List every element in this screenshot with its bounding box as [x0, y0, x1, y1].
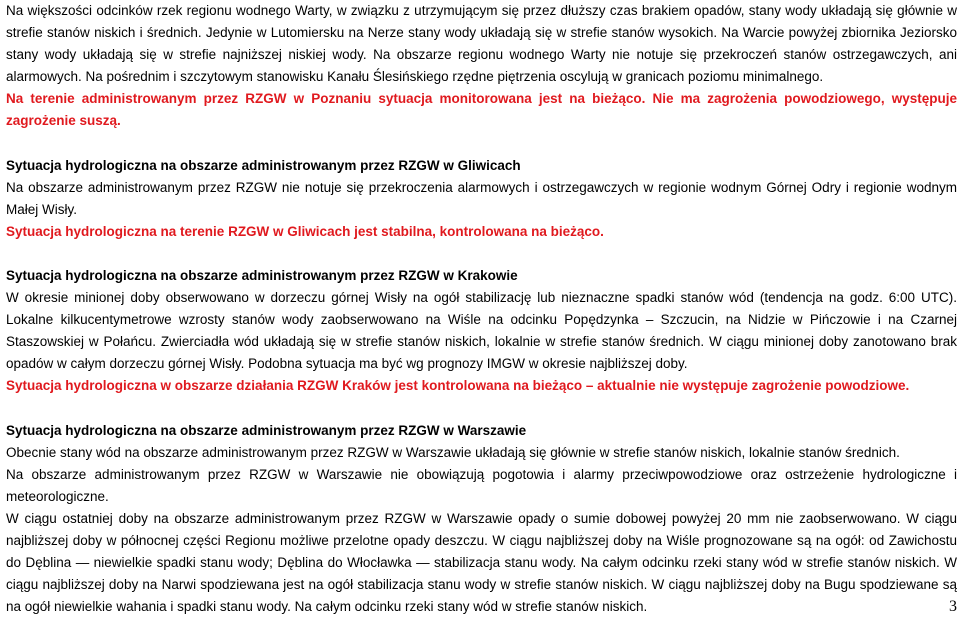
warszawa-heading: Sytuacja hydrologiczna na obszarze administrowanym przez RZGW w Warszawie: [6, 422, 527, 438]
krakow-status-alert: Sytuacja hydrologiczna w obszarze działania RZGW Kraków jest kontrolowana na bieżąco – aktualnie nie występuje zagrożenie powodziowe.: [6, 378, 910, 394]
poznan-section: [6, 0, 957, 133]
gliwice-heading: Sytuacja hydrologiczna na obszarze administrowanym przez RZGW w Gliwicach: [6, 157, 521, 173]
warta-region-paragraph: Na większości odcinków rzek regionu wodnego Warty, w związku z utrzymującym się przez dłuższy czas brakiem opadów, stany wody układają się głównie w strefie stanów niskich i średnich. Jedynie w Lutomiersku na Nerze stany wody układają się w strefie stanów wysokich. Na Warcie powyżej zbiornika Jeziorsko stany wody układają się w strefie najniższej niskiej wody. Na obszarze regionu wodnego Warty nie notuje się przekroczeń stanów ostrzegawczych, ani alarmowych. Na pośrednim i szczytowym stanowisku Kanału Ślesińskiego rzędne piętrzenia oscylują w granicach poziomu minimalnego.: [6, 3, 957, 85]
page-number: 3: [949, 598, 957, 615]
krakow-paragraph: W okresie minionej doby obserwowano w dorzeczu górnej Wisły na ogół stabilizację lub nieznaczne spadki stanów wód (tendencja na godz. 6:00 UTC). Lokalne kilkucentymetrowe wzrosty stanów wody zaobserwowano na Wiśle na odcinku Popędzynka – Szczucin, na Nidzie w Pińczowie i na Czarnej Staszowskiej w Połańcu. Zwierciadła wód układają się w strefie stanów niskich, lokalnie w strefie stanów średnich. W ciągu minionej doby zanotowano brak opadów w całym dorzeczu górnej Wisły. Podobna sytuacja ma być wg prognozy IMGW w okresie najbliższej doby.: [6, 290, 957, 372]
gliwice-paragraph: Na obszarze administrowanym przez RZGW nie notuje się przekroczenia alarmowych i ostrzegawczych w regionie wodnym Górnej Odry i regionie wodnym Małej Wisły.: [6, 179, 957, 217]
gliwice-section: [6, 155, 957, 243]
warszawa-section: [6, 420, 957, 619]
section-spacer: [6, 398, 957, 420]
warszawa-paragraph-water-levels: Obecnie stany wód na obszarze administrowanym przez RZGW w Warszawie układają się głównie w strefie stanów niskich, lokalnie stanów średnich.: [6, 444, 900, 460]
krakow-heading: Sytuacja hydrologiczna na obszarze administrowanym przez RZGW w Krakowie: [6, 267, 518, 283]
section-spacer: [6, 243, 957, 265]
warszawa-paragraph-warnings: Na obszarze administrowanym przez RZGW w Warszawie nie obowiązują pogotowia i alarmy przeciwpowodziowe oraz ostrzeżenie hydrologiczne i meteorologiczne.: [6, 466, 957, 504]
warszawa-paragraph-forecast: W ciągu ostatniej doby na obszarze administrowanym przez RZGW w Warszawie opady o sumie dobowej powyżej 20 mm nie zaobserwowano. W ciągu najbliższej doby w północnej części Regionu możliwe przelotne opady deszczu. W ciągu najbliższej doby na Wiśle prognozowane są na ogół: od Zawichostu do Dęblina — niewielkie spadki stanu wody; Dęblina do Włocławka — stabilizacja stanu wody. Na całym odcinku rzeki stany wód w strefie stanów niskich. W ciągu najbliższej doby na Narwi spodziewana jest na ogół stabilizacja stanu wody w strefie stanów niskich. W ciągu najbliższej doby na Bugu spodziewane są na ogół niewielkie wahania i spadki stanu wody. Na całym odcinku rzeki stany wód w strefie stanów niskich.: [6, 510, 957, 615]
gliwice-status-alert: Sytuacja hydrologiczna na terenie RZGW w Gliwicach jest stabilna, kontrolowana na bieżąco.: [6, 223, 604, 239]
krakow-section: [6, 265, 957, 398]
section-spacer: [6, 133, 957, 155]
poznan-status-alert: Na terenie administrowanym przez RZGW w Poznaniu sytuacja monitorowana jest na bieżąco. Nie ma zagrożenia powodziowego, występuje zagrożenie suszą.: [6, 91, 957, 129]
document-body: [6, 0, 957, 618]
